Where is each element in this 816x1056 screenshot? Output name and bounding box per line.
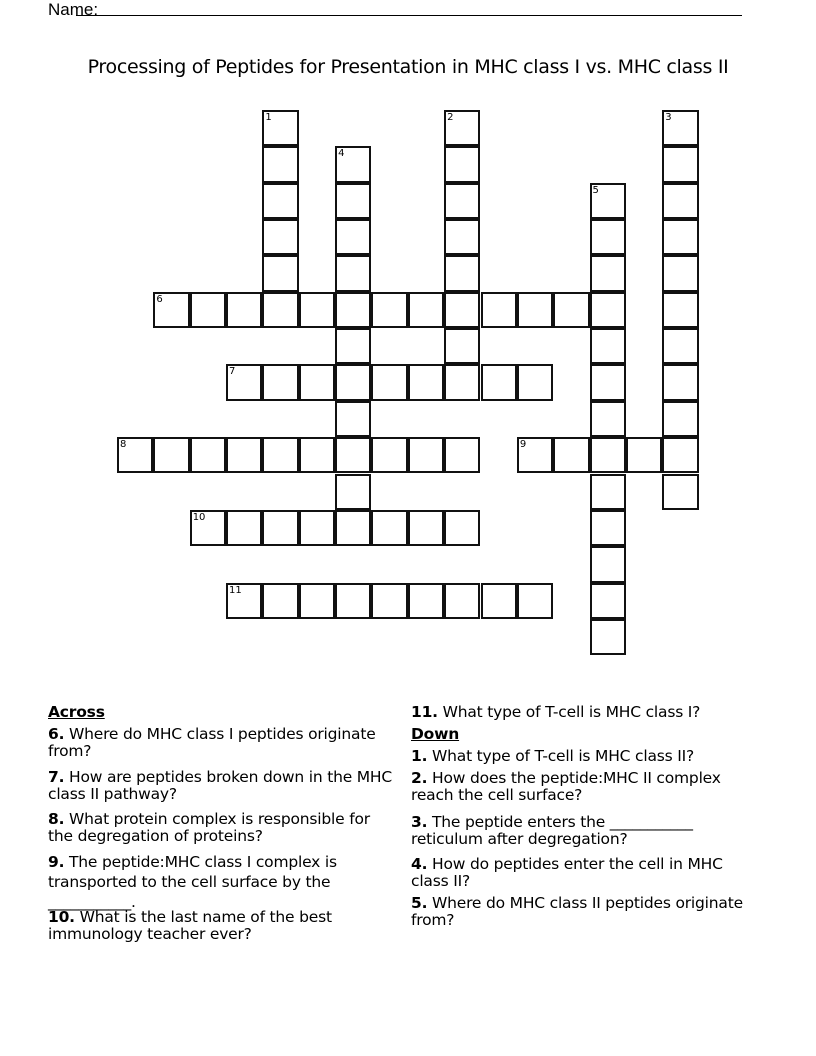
crossword-cell[interactable] xyxy=(662,219,698,255)
clue-text: What protein complex is responsible for the degregation of proteins? xyxy=(48,810,370,845)
crossword-cell[interactable] xyxy=(553,437,589,473)
crossword-cell[interactable] xyxy=(662,437,698,473)
crossword-cell[interactable] xyxy=(590,364,626,400)
crossword-cell[interactable] xyxy=(335,474,371,510)
crossword-cell[interactable] xyxy=(371,364,407,400)
clue-number: 4. xyxy=(411,855,428,873)
crossword-cell[interactable] xyxy=(226,292,262,328)
clue-number: 11. xyxy=(411,703,438,721)
crossword-cell[interactable] xyxy=(226,510,262,546)
crossword-cell[interactable] xyxy=(299,510,335,546)
crossword-cell[interactable] xyxy=(262,110,298,146)
crossword-cell[interactable] xyxy=(262,364,298,400)
crossword-cell[interactable] xyxy=(153,292,189,328)
crossword-cell[interactable] xyxy=(553,292,589,328)
crossword-cell[interactable] xyxy=(299,437,335,473)
crossword-cell[interactable] xyxy=(517,292,553,328)
crossword-cell[interactable] xyxy=(444,364,480,400)
crossword-cell[interactable] xyxy=(262,292,298,328)
clue-number: 5. xyxy=(411,894,428,912)
clue-number: 3. xyxy=(411,813,428,831)
crossword-cell[interactable] xyxy=(626,437,662,473)
crossword-cell[interactable] xyxy=(517,583,553,619)
cell-number: 8 xyxy=(120,439,127,451)
name-label: Name: xyxy=(48,0,99,19)
crossword-cell[interactable] xyxy=(662,146,698,182)
crossword-cell[interactable] xyxy=(190,437,226,473)
crossword-cell[interactable] xyxy=(444,583,480,619)
clue-text: The peptide enters the ___________ reticulum after degregation? xyxy=(411,813,693,848)
crossword-cell[interactable] xyxy=(444,219,480,255)
crossword-cell[interactable] xyxy=(590,401,626,437)
clue-number: 7. xyxy=(48,768,65,786)
crossword-cell[interactable] xyxy=(335,255,371,291)
crossword-cell[interactable] xyxy=(117,437,153,473)
clue-across-8 xyxy=(48,811,393,845)
crossword-cell[interactable] xyxy=(371,437,407,473)
cell-number: 4 xyxy=(338,148,345,160)
crossword-cell[interactable] xyxy=(590,219,626,255)
crossword-cell[interactable] xyxy=(590,583,626,619)
cell-number: 3 xyxy=(665,112,672,123)
crossword-cell[interactable] xyxy=(662,255,698,291)
crossword-cell[interactable] xyxy=(262,510,298,546)
crossword-cell[interactable] xyxy=(481,583,517,619)
crossword-cell[interactable] xyxy=(590,183,626,219)
cell-number: 7 xyxy=(229,366,236,378)
crossword-cell[interactable] xyxy=(662,401,698,437)
crossword-cell[interactable] xyxy=(444,146,480,182)
crossword-cell[interactable] xyxy=(444,255,480,291)
crossword-cell[interactable] xyxy=(444,110,480,146)
crossword-cell[interactable] xyxy=(335,364,371,400)
clue-number: 1. xyxy=(411,747,428,765)
crossword-cell[interactable] xyxy=(299,292,335,328)
across-heading: Across xyxy=(48,703,105,721)
crossword-cell[interactable] xyxy=(262,183,298,219)
crossword-cell[interactable] xyxy=(262,437,298,473)
crossword-cell[interactable] xyxy=(190,510,226,546)
crossword-cell[interactable] xyxy=(371,583,407,619)
crossword-cell[interactable] xyxy=(335,292,371,328)
crossword-cell[interactable] xyxy=(662,328,698,364)
crossword-cell[interactable] xyxy=(662,183,698,219)
crossword-cell[interactable] xyxy=(444,328,480,364)
clue-text: The peptide:MHC class I complex is transported to the cell surface by the ___________. xyxy=(48,853,337,911)
crossword-cell[interactable] xyxy=(662,474,698,510)
crossword-cell[interactable] xyxy=(444,437,480,473)
crossword-cell[interactable] xyxy=(408,583,444,619)
crossword-cell[interactable] xyxy=(662,110,698,146)
cell-number: 2 xyxy=(447,112,454,123)
crossword-cell[interactable] xyxy=(299,583,335,619)
crossword-cell[interactable] xyxy=(408,510,444,546)
crossword-cell[interactable] xyxy=(262,219,298,255)
page-title: Processing of Peptides for Presentation in MHC class I vs. MHC class II xyxy=(87,56,729,78)
crossword-cell[interactable] xyxy=(444,183,480,219)
crossword-cell[interactable] xyxy=(335,219,371,255)
crossword-cell[interactable] xyxy=(444,510,480,546)
crossword-cell[interactable] xyxy=(226,437,262,473)
cell-number: 5 xyxy=(592,184,599,196)
crossword-cell[interactable] xyxy=(335,401,371,437)
crossword-cell[interactable] xyxy=(517,364,553,400)
cell-number: 1 xyxy=(265,112,272,123)
clue-across-6 xyxy=(48,726,393,760)
crossword-cell[interactable] xyxy=(262,583,298,619)
clue-number: 2. xyxy=(411,769,428,787)
down-heading: Down xyxy=(411,725,460,743)
clue-down-2 xyxy=(411,770,756,804)
clue-across-10 xyxy=(48,909,393,943)
clue-number: 10. xyxy=(48,908,75,926)
cell-number: 11 xyxy=(229,584,242,596)
clue-across-9 xyxy=(48,852,388,912)
crossword-cell[interactable] xyxy=(226,364,262,400)
clue-text: What type of T-cell is MHC class II? xyxy=(432,747,694,765)
crossword-cell[interactable] xyxy=(408,292,444,328)
crossword-cell[interactable] xyxy=(444,292,480,328)
clue-down-3 xyxy=(411,814,756,848)
cell-number: 10 xyxy=(192,511,206,523)
crossword-cell[interactable] xyxy=(299,364,335,400)
cell-number: 6 xyxy=(156,293,163,305)
crossword-cell[interactable] xyxy=(335,437,371,473)
clue-text: How does the peptide:MHC II complex reach the cell surface? xyxy=(411,769,721,804)
crossword-cell[interactable] xyxy=(335,583,371,619)
clue-text: What type of T-cell is MHC class I? xyxy=(442,703,701,721)
crossword-cell[interactable] xyxy=(226,583,262,619)
crossword-cell[interactable] xyxy=(481,364,517,400)
cell-number: 9 xyxy=(519,439,527,451)
clue-text: Where do MHC class II peptides originate from? xyxy=(411,894,743,929)
clue-text: Where do MHC class I peptides originate from? xyxy=(48,725,376,760)
crossword-cell[interactable] xyxy=(590,474,626,510)
clue-down-1 xyxy=(411,748,756,765)
clue-number: 9. xyxy=(48,853,65,871)
clue-across-11 xyxy=(411,704,756,721)
crossword-cell[interactable] xyxy=(408,437,444,473)
crossword-cell[interactable] xyxy=(662,364,698,400)
crossword-cell[interactable] xyxy=(590,619,626,655)
crossword-cell[interactable] xyxy=(590,328,626,364)
crossword-cell[interactable] xyxy=(262,255,298,291)
crossword-cell[interactable] xyxy=(481,292,517,328)
crossword-cell[interactable] xyxy=(662,292,698,328)
clue-text: How do peptides enter the cell in MHC class II? xyxy=(411,855,723,890)
clue-text: How are peptides broken down in the MHC class II pathway? xyxy=(48,768,393,803)
crossword-cell[interactable] xyxy=(153,437,189,473)
crossword-cell[interactable] xyxy=(335,328,371,364)
clue-down-5 xyxy=(411,895,756,929)
crossword-cell[interactable] xyxy=(371,510,407,546)
crossword-cell[interactable] xyxy=(262,146,298,182)
crossword-cell[interactable] xyxy=(335,146,371,182)
crossword-cell[interactable] xyxy=(590,292,626,328)
crossword-cell[interactable] xyxy=(335,183,371,219)
clue-text: What is the last name of the best immunology teacher ever? xyxy=(48,908,332,943)
clue-down-4 xyxy=(411,856,756,890)
crossword-cell[interactable] xyxy=(590,510,626,546)
crossword-cell[interactable] xyxy=(371,292,407,328)
crossword-cell[interactable] xyxy=(408,364,444,400)
clue-number: 8. xyxy=(48,810,65,828)
crossword-cell[interactable] xyxy=(590,546,626,582)
crossword-cell[interactable] xyxy=(590,437,626,473)
crossword-cell[interactable] xyxy=(517,437,553,473)
clue-number: 6. xyxy=(48,725,65,743)
clue-across-7 xyxy=(48,769,393,803)
crossword-cell[interactable] xyxy=(190,292,226,328)
crossword-cell[interactable] xyxy=(335,510,371,546)
crossword-cell[interactable] xyxy=(590,255,626,291)
